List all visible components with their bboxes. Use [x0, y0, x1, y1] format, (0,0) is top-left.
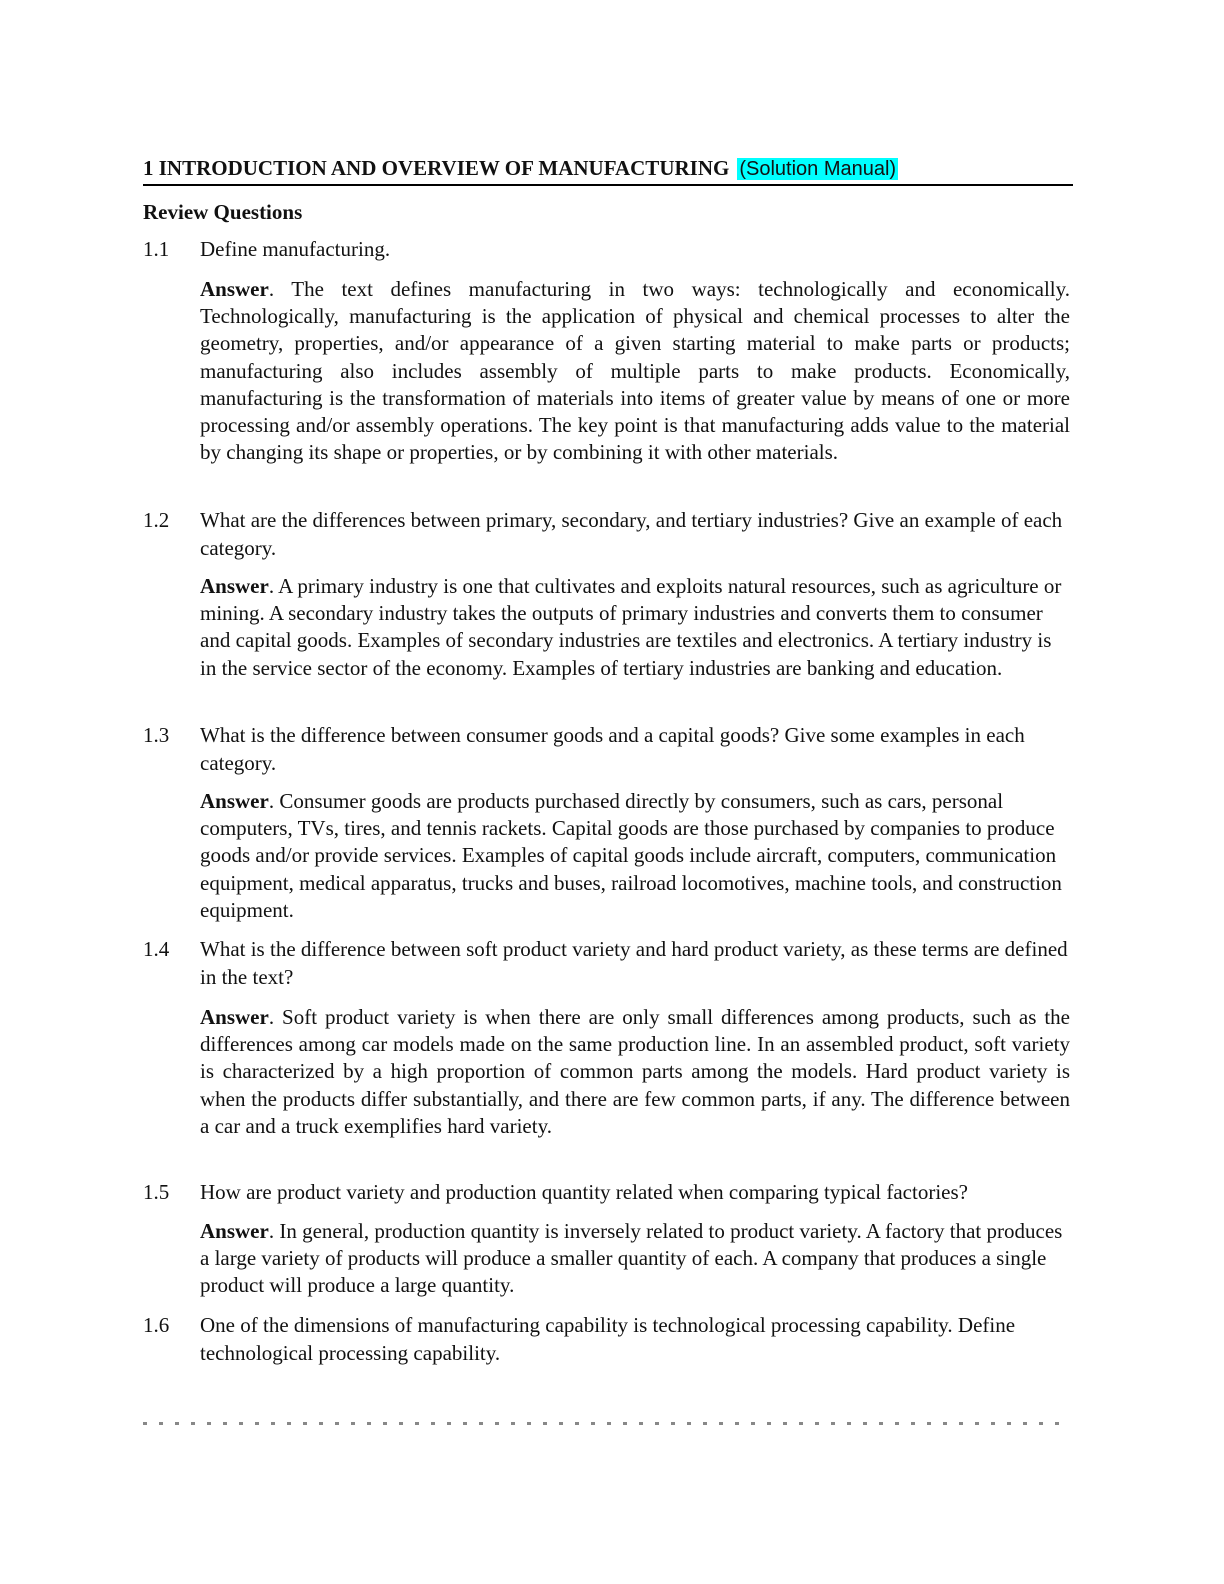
answer-1-5 [200, 1218, 1070, 1300]
question-number: 1.5 [143, 1180, 170, 1204]
answer-label: Answer [200, 574, 269, 598]
footer-mark [863, 1422, 867, 1425]
question-text: How are product variety and production quantity related when comparing typical factories? [200, 1180, 968, 1204]
footer-mark [287, 1422, 291, 1425]
answer-1-1 [200, 276, 1070, 466]
footer-mark [479, 1422, 483, 1425]
footer-mark [1007, 1422, 1011, 1425]
question-1-2 [143, 507, 1073, 562]
footer-mark [1039, 1422, 1043, 1425]
answer-text: . The text defines manufacturing in two ways: technologically and economically. Technologically, manufacturing is the application of physical and chemical processes to alter the geometry, properties, and/or appearance of a given starting material to make parts or products; manufacturing also includes assembly of multiple parts to make products. Economically, manufacturing is the transformation of materials into items of greater value by means of one or more processing and/or assembly operations. The key point is that manufacturing adds value to the material by changing its shape or properties, or by combining it with other materials. [200, 277, 1070, 465]
question-number: 1.4 [143, 937, 170, 961]
footer-mark [943, 1422, 947, 1425]
answer-1-3 [200, 788, 1070, 924]
footer-mark [703, 1422, 707, 1425]
question-number: 1.6 [143, 1313, 170, 1337]
footer-mark [895, 1422, 899, 1425]
footer-mark [303, 1422, 307, 1425]
question-1-1 [143, 236, 1073, 264]
footer-mark [575, 1422, 579, 1425]
footer-mark [527, 1422, 531, 1425]
question-1-6 [143, 1312, 1073, 1367]
question-text: Define manufacturing. [200, 237, 391, 261]
answer-text: . Consumer goods are products purchased directly by consumers, such as cars, personal computers, TVs, tires, and tennis rackets. Capital goods are those purchased by companies to produce goods and/or provide services. Examples of capital goods include aircraft, computers, communication equipment, medical apparatus, trucks and buses, railroad locomotives, machine tools, and construction equipment. [200, 789, 1062, 922]
footer-mark [223, 1422, 227, 1425]
footer-mark [815, 1422, 819, 1425]
footer-mark [143, 1422, 147, 1425]
footer-mark [399, 1422, 403, 1425]
footer-mark [271, 1422, 275, 1425]
question-1-4 [143, 936, 1073, 991]
answer-text: . In general, production quantity is inversely related to product variety. A factory that produces a large variety of products will produce a smaller quantity of each. A company that produces a single product will produce a large quantity. [200, 1219, 1063, 1298]
question-number: 1.2 [143, 508, 170, 532]
footer-mark [383, 1422, 387, 1425]
footer-mark [799, 1422, 803, 1425]
footer-mark [559, 1422, 563, 1425]
footer-mark [767, 1422, 771, 1425]
solution-manual-highlight: (Solution Manual) [739, 158, 897, 180]
answer-label: Answer [200, 789, 269, 813]
footer-mark [495, 1422, 499, 1425]
answer-text: . A primary industry is one that cultivates and exploits natural resources, such as agriculture or mining. A secondary industry takes the outputs of primary industries and converts them to consumer and capital goods. Examples of secondary industries are textiles and electronics. A tertiary industry is in the service sector of the economy. Examples of tertiary industries are banking and education. [200, 574, 1062, 680]
question-text: One of the dimensions of manufacturing capability is technological processing capability. Define technological processing capability. [200, 1313, 1016, 1365]
footer-mark [783, 1422, 787, 1425]
footer-mark [159, 1422, 163, 1425]
section-heading: Review Questions [143, 200, 303, 224]
footer-mark [463, 1422, 467, 1425]
footer-mark [879, 1422, 883, 1425]
footer-mark [975, 1422, 979, 1425]
footer-mark [687, 1422, 691, 1425]
footer-mark [431, 1422, 435, 1425]
footer-mark [239, 1422, 243, 1425]
footer-mark [447, 1422, 451, 1425]
footer-mark [191, 1422, 195, 1425]
footer-mark [991, 1422, 995, 1425]
footer-mark [207, 1422, 211, 1425]
footer-mark [847, 1422, 851, 1425]
chapter-title: 1 INTRODUCTION AND OVERVIEW OF MANUFACTURING [143, 156, 730, 180]
footer-mark [1023, 1422, 1027, 1425]
footer-mark [351, 1422, 355, 1425]
footer-mark [1055, 1422, 1059, 1425]
answer-label: Answer [200, 1219, 269, 1243]
answer-label: Answer [200, 277, 269, 301]
footer-mark [959, 1422, 963, 1425]
footer-mark [591, 1422, 595, 1425]
footer-mark [831, 1422, 835, 1425]
question-number: 1.1 [143, 237, 170, 261]
question-text: What is the difference between consumer goods and a capital goods? Give some examples in each category. [200, 723, 1025, 775]
footer-mark [927, 1422, 931, 1425]
question-number: 1.3 [143, 723, 170, 747]
answer-text: . Soft product variety is when there are only small differences among products, such as the differences among car models made on the same production line. In an assembled product, soft variety is characterized by a high proportion of common parts among the models. Hard product variety is when the products differ substantially, and there are few common parts, if any. The difference between a car and a truck exemplifies hard variety. [200, 1005, 1070, 1138]
footer-mark [367, 1422, 371, 1425]
footer-mark [175, 1422, 179, 1425]
footer-mark [255, 1422, 259, 1425]
footer-mark [751, 1422, 755, 1425]
footer-cutoff-text [143, 1422, 1073, 1428]
question-1-3 [143, 722, 1073, 777]
footer-mark [415, 1422, 419, 1425]
footer-mark [735, 1422, 739, 1425]
footer-mark [911, 1422, 915, 1425]
question-text: What is the difference between soft product variety and hard product variety, as these terms are defined in the text? [200, 937, 1068, 989]
question-1-5 [143, 1179, 1073, 1207]
footer-mark [607, 1422, 611, 1425]
footer-mark [543, 1422, 547, 1425]
footer-mark [671, 1422, 675, 1425]
footer-mark [335, 1422, 339, 1425]
footer-mark [623, 1422, 627, 1425]
footer-mark [639, 1422, 643, 1425]
chapter-title-row [143, 152, 1073, 186]
footer-mark [655, 1422, 659, 1425]
footer-mark [319, 1422, 323, 1425]
question-text: What are the differences between primary, secondary, and tertiary industries? Give an example of each category. [200, 508, 1063, 560]
footer-mark [511, 1422, 515, 1425]
answer-label: Answer [200, 1005, 269, 1029]
answer-1-2 [200, 573, 1070, 682]
answer-1-4 [200, 1004, 1070, 1140]
footer-mark [719, 1422, 723, 1425]
